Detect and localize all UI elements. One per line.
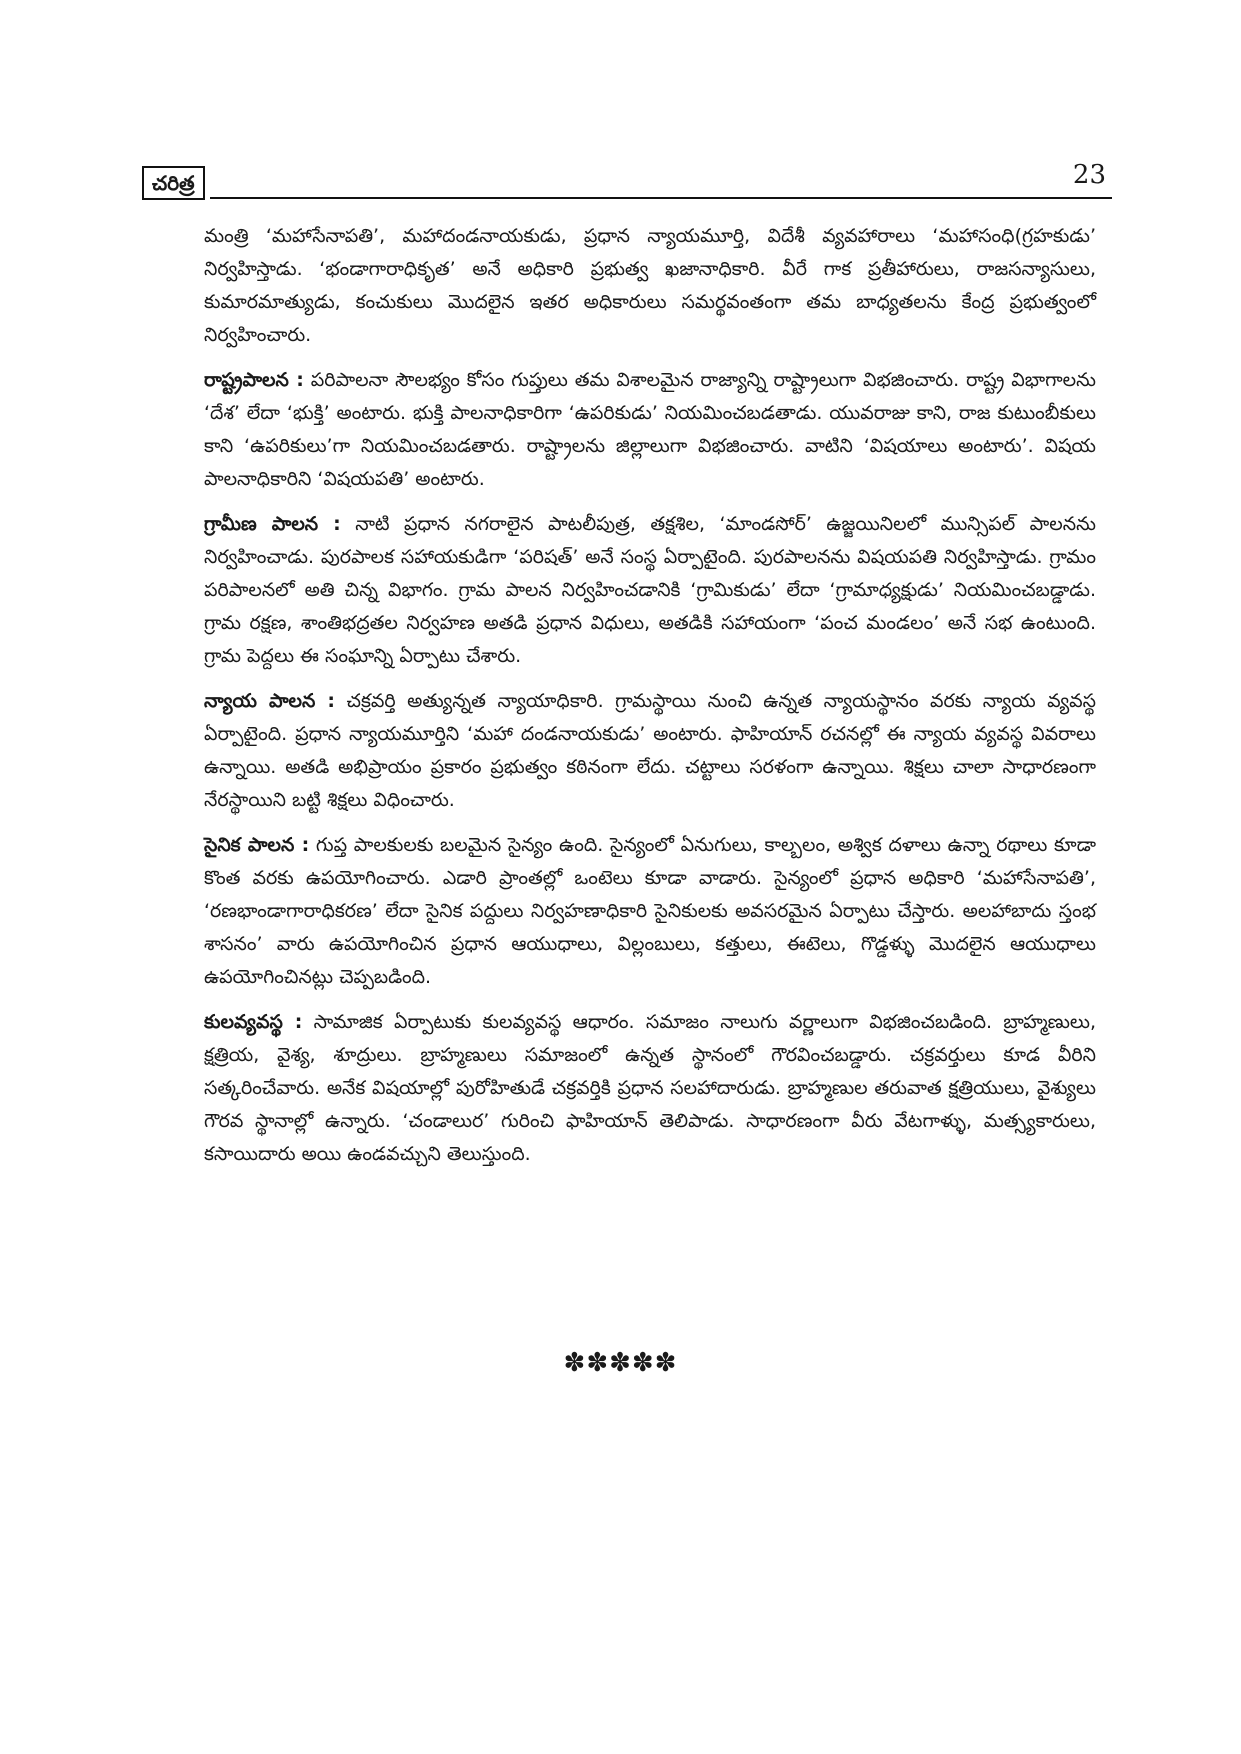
paragraph-text: సామాజిక ఏర్పాటుకు కులవ్యవస్థ ఆధారం. సమాజం నాలుగు వర్ణాలుగా విభజించబడింది. బ్రాహ్మణులు, క్షత్రియ, వైశ్య, శూద్రులు. బ్రాహ్మణులు సమాజంలో ఉన్నత స్థానంలో గౌరవించబడ్డారు. చక్రవర్తులు కూడ వీరిని సత్కరించేవారు. అనేక విషయాల్లో పురోహితుడే చక్రవర్తికి ప్రధాన సలహాదారుడు. బ్రాహ్మణుల తరువాత క్షత్రియులు, వైశ్యులు గౌరవ స్థానాల్లో ఉన్నారు. ‘చండాలుర’ గురించి ఫాహియాన్ తెలిపాడు. సాధారణంగా వీరు వేటగాళ్ళు, మత్స్యకారులు, కసాయిదారు అయి ఉండవచ్చుని తెలుస్తుంది. xyxy=(204,1011,1096,1165)
paragraph-text: గుప్త పాలకులకు బలమైన సైన్యం ఉంది. సైన్యంలో ఏనుగులు, కాల్బలం, అశ్విక దళాలు ఉన్నా రథాలు కూడా కొంత వరకు ఉపయోగించారు. ఎడారి ప్రాంతల్లో ఒంటెలు కూడా వాడారు. సైన్యంలో ప్రధాన అధికారి ‘మహాసేనాపతి’, ‘రణభాండాగారాధికరణ’ లేదా సైనిక పద్దులు నిర్వహణాధికారి సైనికులకు అవసరమైన ఏర్పాటు చేస్తారు. అలహాబాదు స్తంభ శాసనం’ వారు ఉపయోగించిన ప్రధాన ఆయుధాలు, విల్లంబులు, కత్తులు, ఈటెలు, గొడ్డళ్ళు మొదలైన ఆయుధాలు ఉపయోగించినట్లు చెప్పబడింది. xyxy=(204,834,1096,988)
paragraph xyxy=(204,1006,1096,1171)
paragraph-text: మంత్రి ‘మహాసేనాపతి’, మహాదండనాయకుడు, ప్రధాన న్యాయమూర్తి, విదేశీ వ్యవహారాలు ‘మహాసంధి(గ్రహకుడు’ నిర్వహిస్తాడు. ‘భండాగారాధికృత’ అనే అధికారి ప్రభుత్వ ఖజానాధికారి. వీరే గాక ప్రతీహారులు, రాజసన్యాసులు, కుమారమాత్యుడు, కంచుకులు మొదలైన ఇతర అధికారులు సమర్థవంతంగా తమ బాధ్యతలను కేంద్ర ప్రభుత్వంలో నిర్వహించారు. xyxy=(204,225,1096,346)
body-text xyxy=(204,220,1096,1183)
paragraph-heading: గ్రామీణ పాలన : xyxy=(204,513,341,535)
paragraph xyxy=(204,829,1096,994)
paragraph-heading: కులవ్యవస్థ : xyxy=(204,1011,303,1033)
paragraph-text: పరిపాలనా సౌలభ్యం కోసం గుప్తులు తమ విశాలమైన రాజ్యాన్ని రాష్ట్రాలుగా విభజించారు. రాష్ట్ర విభాగాలను ‘దేశ’ లేదా ‘భుక్తి’ అంటారు. భుక్తి పాలనాధికారిగా ‘ఉపరికుడు’ నియమించబడతాడు. యువరాజు కాని, రాజ కుటుంబీకులు కాని ‘ఉపరికులు’గా నియమించబడతారు. రాష్ట్రాలను జిల్లాలుగా విభజించారు. వాటిని ‘విషయాలు అంటారు’. విషయ పాలనాధికారిని ‘విషయపతి’ అంటారు. xyxy=(204,369,1096,490)
paragraph-heading: సైనిక పాలన : xyxy=(204,834,310,856)
page-header xyxy=(142,160,1112,200)
paragraph xyxy=(204,364,1096,496)
paragraph xyxy=(204,220,1096,352)
paragraph-text: నాటి ప్రధాన నగరాలైన పాటలీపుత్ర, తక్షశిల, ‘మాండసోర్’ ఉజ్జయినిలలో మున్సిపల్ పాలనను నిర్వహించాడు. పురపాలక సహాయకుడిగా ‘పరిషత్’ అనే సంస్థ ఏర్పాటైంది. పురపాలనను విషయపతి నిర్వహిస్తాడు. గ్రామం పరిపాలనలో అతి చిన్న విభాగం. గ్రామ పాలన నిర్వహించడానికి ‘గ్రామికుడు’ లేదా ‘గ్రామాధ్యక్షుడు’ నియమించబడ్డాడు. గ్రామ రక్షణ, శాంతిభద్రతల నిర్వహణ అతడి ప్రధాన విధులు, అతడికి సహాయంగా ‘పంచ మండలం’ అనే సభ ఉంటుంది. గ్రామ పెద్దలు ఈ సంఘాన్ని ఏర్పాటు చేశారు. xyxy=(204,513,1096,667)
paragraph-text: చక్రవర్తి అత్యున్నత న్యాయాధికారి. గ్రామస్థాయి నుంచి ఉన్నత న్యాయస్థానం వరకు న్యాయ వ్యవస్థ ఏర్పాటైంది. ప్రధాన న్యాయమూర్తిని ‘మహా దండనాయకుడు’ అంటారు. ఫాహియాన్ రచనల్లో ఈ న్యాయ వ్యవస్థ వివరాలు ఉన్నాయి. అతడి అభిప్రాయం ప్రకారం ప్రభుత్వం కఠినంగా లేదు. చట్టాలు సరళంగా ఉన్నాయి. శిక్షలు చాలా సాధారణంగా నేరస్థాయిని బట్టి శిక్షలు విధించారు. xyxy=(204,690,1096,811)
paragraph xyxy=(204,508,1096,673)
page-number: 23 xyxy=(1072,160,1106,190)
section-label: చరిత్ర xyxy=(142,166,205,200)
paragraph-heading: న్యాయ పాలన : xyxy=(204,690,336,712)
section-end-marker: ✽✽✽✽✽ xyxy=(563,1348,678,1378)
header-rule xyxy=(210,197,1112,199)
paragraph-heading: రాష్ట్రపాలన : xyxy=(204,369,304,391)
paragraph xyxy=(204,685,1096,817)
